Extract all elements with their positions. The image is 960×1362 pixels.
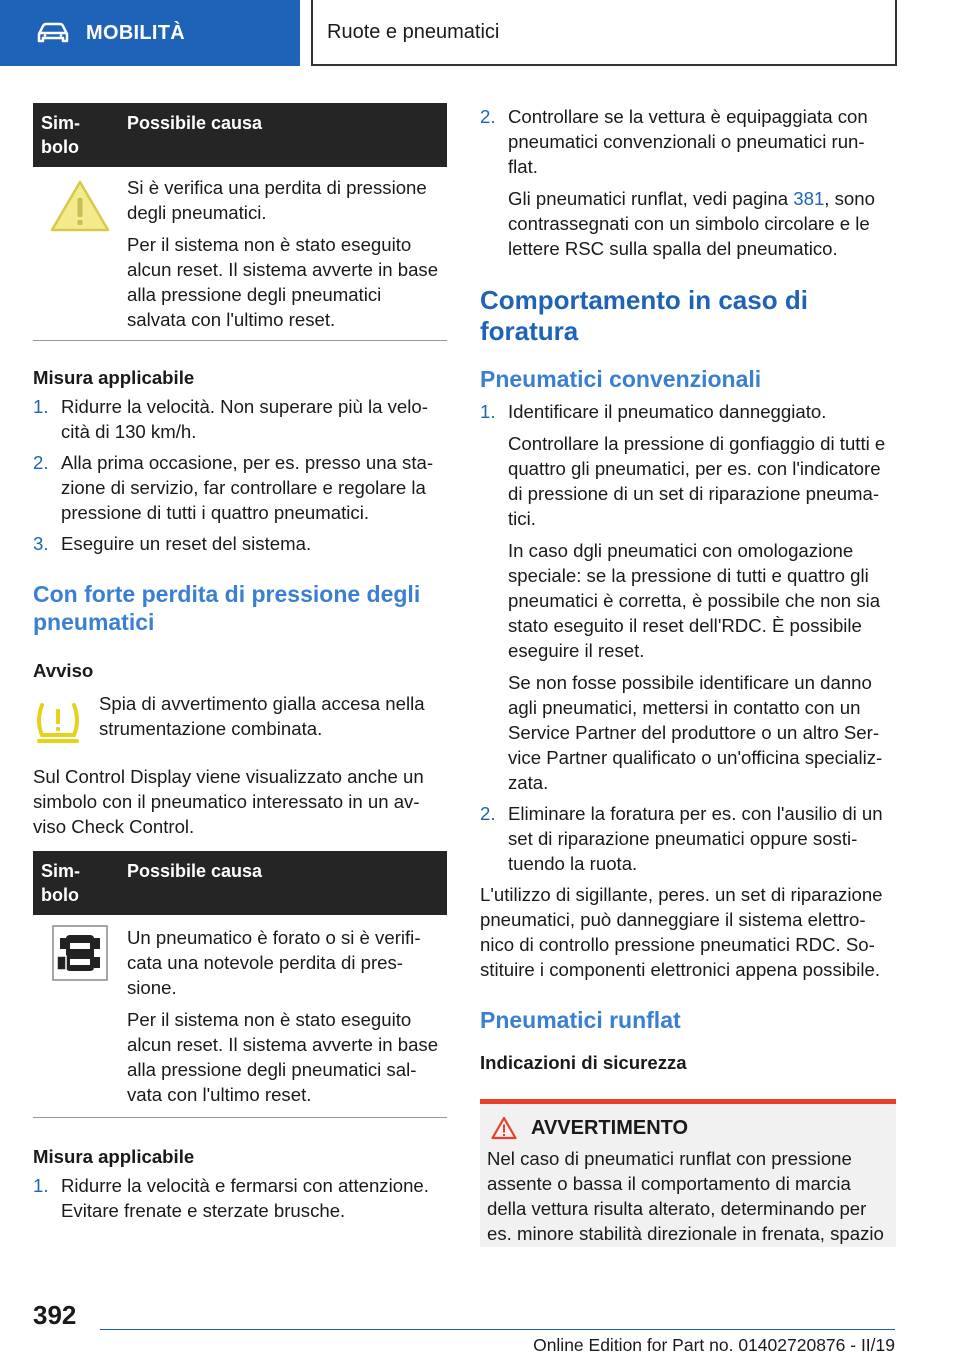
avviso-label: Avviso (33, 660, 94, 681)
cause-text-2: Per il sistema non è stato eseguito alcun reset. Il sistema avverte in base alla pressione degli pneumatici salvata con l'ultimo reset. (127, 234, 439, 330)
chapter-header (311, 0, 897, 66)
measure-list (33, 1173, 447, 1223)
conventional-list (480, 399, 896, 876)
measure-block-2 (33, 1144, 447, 1223)
measure-block-1 (33, 365, 447, 556)
list-item: 1. Ridurre la velocità. Non superare più la velo- cità di 130 km/h. (33, 396, 428, 442)
left-column (33, 103, 447, 1223)
check-list (480, 104, 896, 261)
warning-text: Nel caso di pneumatici runflat con pressione assente o bassa il comportamento di marcia della vettura risulta alterato, determinando per es. minore stabilità direzionale in frenata, spazio (487, 1148, 884, 1244)
warning-icon (491, 1116, 517, 1140)
avviso-text: Spia di avvertimento gialla accesa nella strumentazione combinata. (99, 693, 425, 739)
list-item: 1. Ridurre la velocità e fermarsi con attenzione. Evitare frenate e sterzate brusche. (33, 1175, 429, 1221)
symbol-table-2 (33, 851, 447, 1118)
sealant-text: L'utilizzo di sigillante, peres. un set di riparazione pneumatici, può danneggiare il sistema elettro- nico di controllo pressione pneumatici RDC. So- stituire i componenti elettronici appena possibile. (480, 884, 883, 980)
page-number: 392 (33, 1300, 77, 1330)
chapter-title: Ruote e pneumatici (327, 20, 500, 43)
cause-text-2: Per il sistema non è stato eseguito alcun reset. Il sistema avverte in base alla pressione degli pneumatici sal- vata con l'ultimo reset. (127, 1009, 439, 1105)
col-symbol-header: Sim- bolo (41, 113, 81, 157)
list-item: 1. Identificare il pneumatico danneggiato. Controllare la pressione di gonfiaggio di tutti e quattro gli pneumatici, per es. con l'indicatore di pressione di un set di riparazione pneuma- tici. In caso dgli pneumatici con omologazione speciale: se la pressione di tutti e quattro gli pneumatici è corretta, è possibile che non sia stato eseguito il reset dell'RDC. È possibile eseguire il reset. Se non fosse possibile identificare un danno agli pneumatici, mettersi in contatto con un Service Partner del produttore o un altro Ser- vice Partner qualificato o un'officina specializ- zata. (480, 401, 886, 793)
col-cause-header: Possibile causa (127, 861, 263, 881)
right-column (480, 103, 896, 1247)
measure-list (33, 394, 447, 556)
runflat-heading: Pneumatici runflat (480, 1007, 681, 1033)
warning-title: AVVERTIMENTO (531, 1116, 689, 1139)
table-header (33, 851, 447, 915)
warning-box (480, 1099, 896, 1247)
edition-footer: Online Edition for Part no. 01402720876 - II/19 (533, 1335, 895, 1355)
table-row (33, 915, 447, 1118)
cause-text-1: Un pneumatico è forato o si è verifi- cata una notevole perdita di pres- sione. (127, 927, 421, 998)
cause-text-1: Si è verifica una perdita di pressione degli pneumatici. (127, 177, 427, 223)
tire-pressure-warning-icon (33, 699, 83, 747)
list-item: 3. Eseguire un reset del sistema. (33, 533, 312, 554)
section-heading: Con forte perdita di pressione degli pneumatici (33, 581, 421, 635)
conventional-heading: Pneumatici convenzionali (480, 366, 762, 392)
section-tab[interactable] (0, 0, 300, 66)
section-title: MOBILITÀ (86, 21, 186, 44)
safety-heading: Indicazioni di sicurezza (480, 1052, 687, 1073)
heavy-loss-section (33, 580, 447, 839)
car-tire-icon (52, 925, 108, 981)
display-text: Sul Control Display viene visualizzato anche un simbolo con il pneumatico interessato in un av- viso Check Control. (33, 766, 424, 837)
measure-heading: Misura applicabile (33, 367, 195, 388)
page-link[interactable]: 381 (793, 188, 825, 209)
col-cause-header: Possibile causa (127, 113, 263, 133)
col-symbol-header: Sim- bolo (41, 861, 81, 905)
avviso-row (33, 691, 447, 752)
footer-divider (100, 1329, 895, 1330)
list-item: 2. Eliminare la foratura per es. con l'ausilio di un set di riparazione pneumatici oppure sosti- tuendo la ruota. (480, 803, 883, 874)
measure-heading: Misura applicabile (33, 1146, 195, 1167)
warning-triangle-icon (49, 179, 111, 233)
car-icon (36, 22, 70, 44)
symbol-table-1 (33, 103, 447, 341)
chapter-heading: Comportamento in caso di foratura (480, 285, 808, 346)
list-item: 2. Controllare se la vettura è equipaggiata con pneumatici convenzionali o pneumatici run- flat. Gli pneumatici runflat, vedi pagina 381, sono contrassegnati con un simbolo circolare e le lettere RSC sulla spalla del pneumatico. (480, 106, 875, 259)
list-item: 2. Alla prima occasione, per es. presso una sta- zione di servizio, far controllare e regolare la pressione di tutti i quattro pneumatici. (33, 452, 434, 523)
table-row (33, 167, 447, 341)
